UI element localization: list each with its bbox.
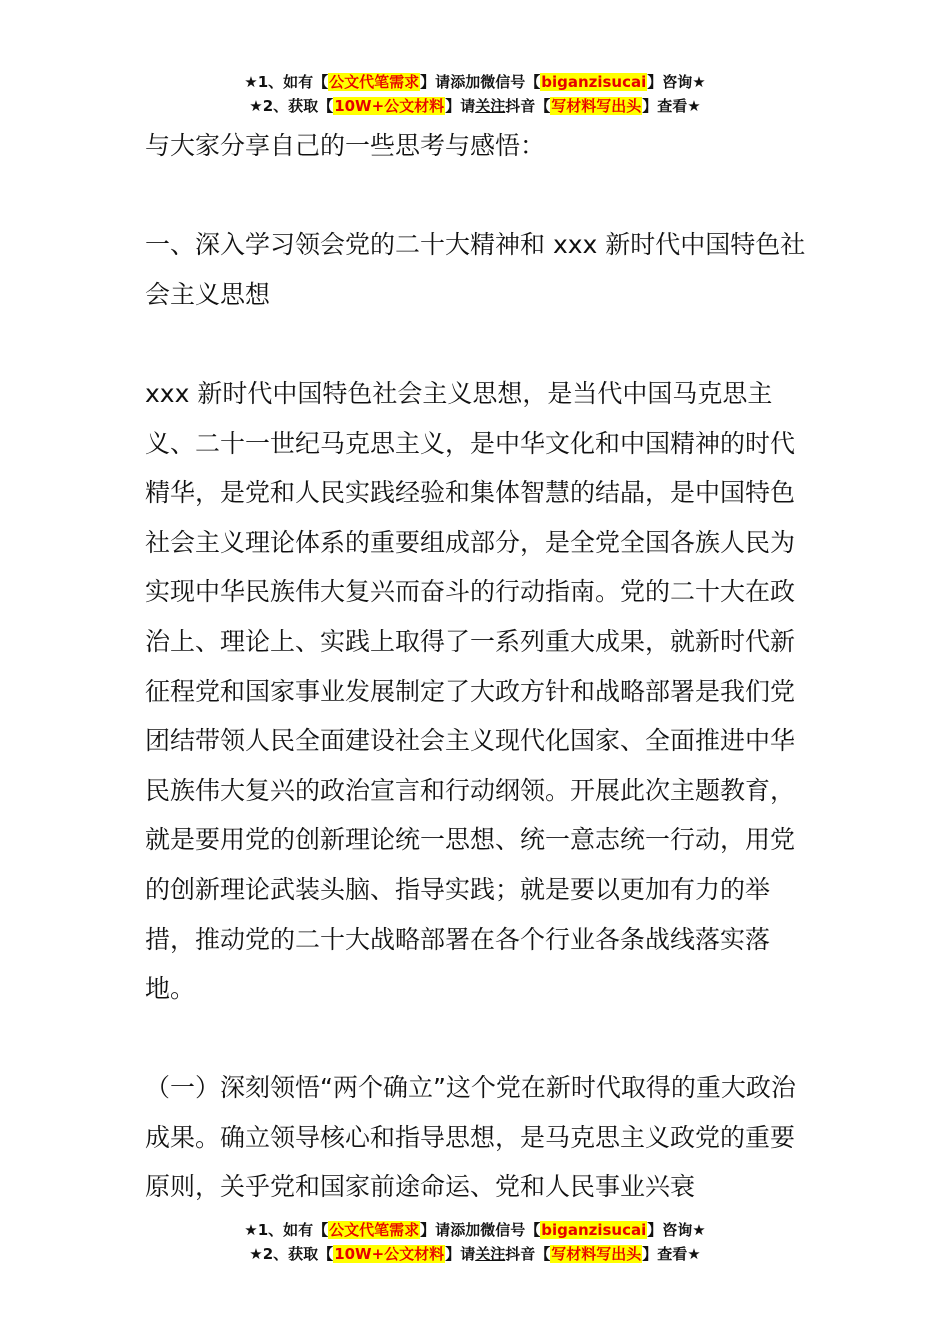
banner-line-1: ★1、如有【公文代笔需求】请添加微信号【biganzisucai】咨询★ xyxy=(244,1221,706,1239)
banner-line-2: ★2、获取【10W+公文材料】请关注抖音【写材料写出头】查看★ xyxy=(249,1245,701,1263)
highlight-service: 公文代笔需求 xyxy=(329,73,420,91)
highlight-douyin: 写材料写出头 xyxy=(551,1245,642,1263)
body-paragraph-1: xxx 新时代中国特色社会主义思想，是当代中国马克思主义、二十一世纪马克思主义，是中华文化和中国精神的时代精华，是党和人民实践经验和集体智慧的结晶，是中国特色社会主义理论体系的重要组成部分，是全党全国各族人民为实现中华民族伟大复兴而奋斗的行动指南。党的二十大在政治上、理论上、实践上取得了一系列重大成果，就新时代新征程党和国家事业发展制定了大政方针和战略部署是我们党团结带领人民全面建设社会主义现代化国家、全面推进中华民族伟大复兴的政治宣言和行动纲领。开展此次主题教育，就是要用党的创新理论统一思想、统一意志统一行动，用党的创新理论武装头脑、指导实践；就是要以更加有力的举措，推动党的二十大战略部署在各个行业各条战线落实落地。 xyxy=(145,379,796,1004)
highlight-materials: 10W+公文材料 xyxy=(334,1245,445,1263)
banner-line-1: ★1、如有【公文代笔需求】请添加微信号【biganzisucai】咨询★ xyxy=(244,73,706,91)
intro-paragraph: 与大家分享自己的一些思考与感悟： xyxy=(145,131,546,160)
section-heading: 一、深入学习领会党的二十大精神和 xxx 新时代中国特色社会主义思想 xyxy=(145,230,806,309)
body-paragraph-2: （一）深刻领悟“两个确立”这个党在新时代取得的重大政治成果。确立领导核心和指导思想，是马克思主义政党的重要原则，关乎党和国家前途命运、党和人民事业兴衰 xyxy=(145,1073,796,1202)
highlight-wechat-id: biganzisucai xyxy=(541,73,647,91)
highlight-materials: 10W+公文材料 xyxy=(334,97,445,115)
highlight-wechat-id: biganzisucai xyxy=(541,1221,647,1239)
footer-banner xyxy=(0,1218,950,1266)
highlight-douyin: 写材料写出头 xyxy=(551,97,642,115)
highlight-service: 公文代笔需求 xyxy=(329,1221,420,1239)
header-banner xyxy=(0,70,950,118)
banner-line-2: ★2、获取【10W+公文材料】请关注抖音【写材料写出头】查看★ xyxy=(249,97,701,115)
